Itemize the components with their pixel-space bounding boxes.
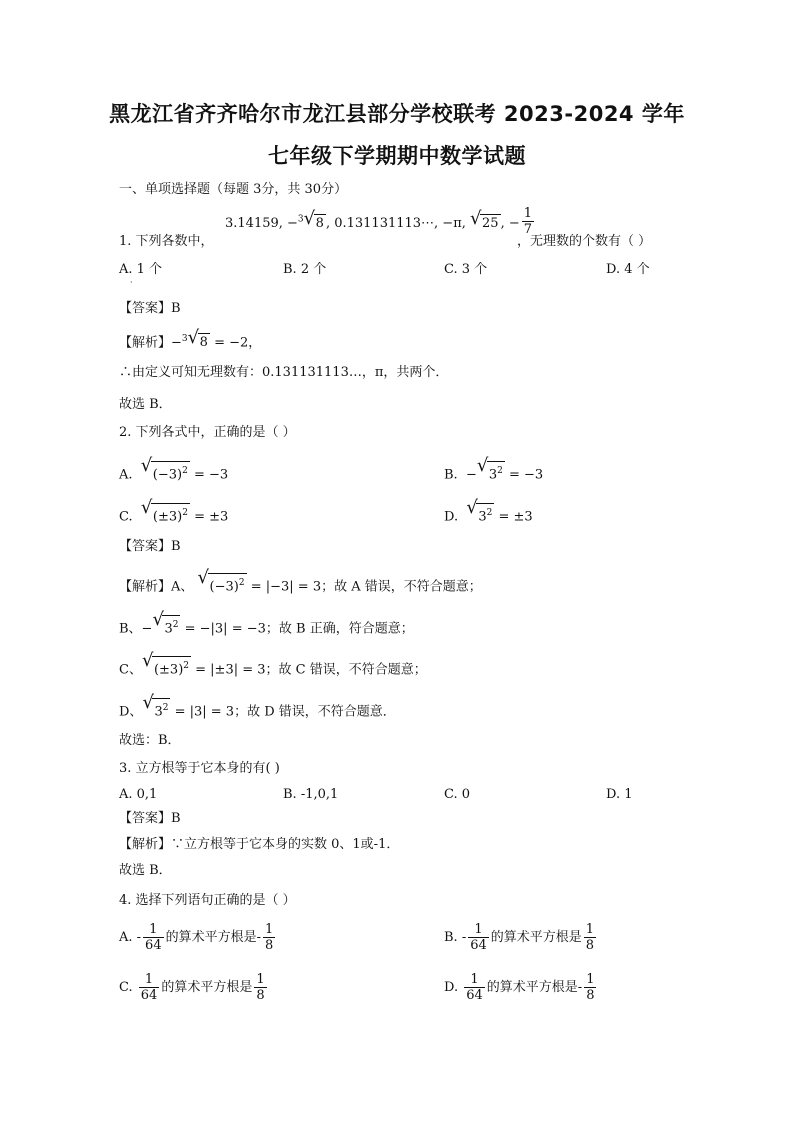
q2-option-d: D. √ $3^2 = \pm 3$ (444, 497, 533, 525)
q2-option-a: A. √ $(-3)^2 = -3$ (119, 455, 229, 483)
q3-option-a: A. 0,1 (119, 787, 158, 802)
q1-formula: 3.14159, −$^3$ √ 8 , 0.131131113⋯, −π, √ 25 , − $\frac{1}{7}$ (225, 206, 533, 237)
q1-analysis: 【解析】−$^3$ √ 8 = −2， (119, 327, 262, 351)
q1-stem-prefix: 1. 下列各数中， (119, 234, 214, 249)
q2-analysis-a: 【解析】A、 √ $(-3)^2 = |-3| = 3$；故 A 错误，不符合题意； (119, 567, 482, 595)
q3-option-c: C. 0 (444, 787, 471, 802)
q1-option-b: B. 2 个 (283, 262, 327, 277)
q4-option-d: D. $\frac{1}{64}$ 的算术平方根是- $\frac{1}{8}$ (444, 972, 595, 1003)
q3-answer: 【答案】B (119, 811, 181, 826)
q1-analysis-line2: ∴由定义可知无理数有：0.131131113…，π，共两个． (119, 365, 449, 380)
title-line-2: 七年级下学期期中数学试题 (268, 144, 526, 168)
q1-conclusion: 故选 B． (119, 397, 172, 412)
q2-option-b: B. − √ $3^2 = -3$ (444, 455, 544, 483)
q2-analysis-d: D、 √ $3^2 = |3| = 3$；故 D 错误，不符合题意． (119, 692, 396, 720)
q1-answer: 【答案】B (119, 301, 181, 316)
q4-option-b: B. - $\frac{1}{64}$ 的算术平方根是 $\frac{1}{8}$ (444, 922, 595, 953)
q4-option-c: C. $\frac{1}{64}$ 的算术平方根是 $\frac{1}{8}$ (119, 972, 265, 1003)
q3-conclusion: 故选 B． (119, 863, 172, 878)
q2-answer: 【答案】B (119, 539, 181, 554)
q1-dot-mark: · (130, 278, 133, 287)
q3-option-d: D. 1 (606, 787, 633, 802)
q2-analysis-b: B、− √ $3^2 = -|3| = -3$；故 B 正确，符合题意； (119, 609, 414, 637)
section-heading: 一、单项选择题（每题 3分，共 30分） (119, 182, 348, 197)
q2-option-c: C. √ $(\pm 3)^2 = \pm 3$ (119, 497, 229, 525)
q4-stem: 4. 选择下列语句正确的是（ ） (119, 893, 296, 908)
q3-analysis: 【解析】∵立方根等于它本身的实数 0、1或-1． (119, 837, 400, 852)
q1-option-c: C. 3 个 (444, 262, 488, 277)
title-line-1: 黑龙江省齐齐哈尔市龙江县部分学校联考 2023-2024 学年 (109, 102, 685, 126)
q1-option-d: D. 4 个 (606, 262, 650, 277)
q1-option-a: A. 1 个 (119, 262, 163, 277)
q3-stem: 3. 立方根等于它本身的有( ) (119, 761, 280, 776)
q1-stem-suffix: ，无理数的个数有（ ） (517, 234, 652, 249)
q2-analysis-c: C、 √ $(\pm 3)^2 = |\pm 3| = 3$；故 C 错误，不符合题意； (119, 650, 427, 678)
q1-fraction: $\frac{1}{7}$ (523, 206, 533, 237)
q4-option-a: A. - $\frac{1}{64}$ 的算术平方根是- $\frac{1}{8}$ (119, 922, 274, 953)
q2-stem: 2. 下列各式中，正确的是（ ） (119, 425, 296, 440)
q2-conclusion: 故选：B． (119, 733, 181, 748)
q3-option-b: B. -1,0,1 (283, 787, 339, 802)
